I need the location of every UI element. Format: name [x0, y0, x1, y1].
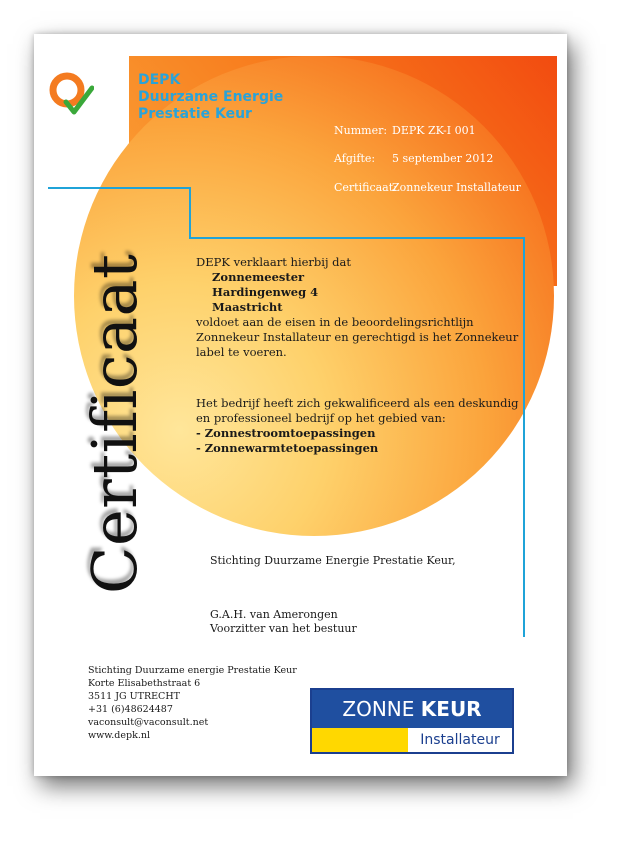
- organization-line-3: Prestatie Keur: [138, 106, 252, 122]
- zonnekeur-word-2: KEUR: [420, 697, 482, 721]
- meta-number-value: DEPK ZK-I 001: [392, 124, 476, 137]
- footer-email: vaconsult@vaconsult.net: [88, 717, 209, 728]
- footer-website: www.depk.nl: [88, 730, 151, 741]
- declaration-block: [196, 255, 518, 360]
- footer-address: [88, 664, 297, 742]
- footer-line-4: +31 (6)48624487: [88, 704, 173, 715]
- company-street: Hardingenweg 4: [212, 285, 319, 299]
- organization-name: [138, 72, 283, 123]
- signatory-name: G.A.H. van Amerongen: [210, 608, 338, 621]
- zonnekeur-badge-wordmark: [312, 690, 512, 728]
- declaration-text-2: Zonnekeur Installateur en gerechtigd is het Zonnekeur: [196, 330, 519, 344]
- footer-line-1: Stichting Duurzame energie Prestatie Keur: [88, 665, 297, 676]
- meta-issue-date-label: Afgifte:: [334, 152, 376, 165]
- zonnekeur-word-1: ZONNE: [342, 697, 415, 721]
- meta-issue-date-value: 5 september 2012: [392, 152, 494, 165]
- depk-logo-icon: [48, 68, 94, 120]
- blue-line-left-vertical: [189, 187, 191, 239]
- signatory-role: Voorzitter van het bestuur: [210, 622, 357, 635]
- declaration-text-3: label te voeren.: [196, 345, 287, 359]
- meta-number-label: Nummer:: [334, 124, 388, 137]
- meta-certificate-label: Certificaat:: [334, 181, 397, 194]
- zonnekeur-subtitle: Installateur: [408, 728, 512, 752]
- blue-line-middle-horizontal: [189, 237, 525, 239]
- signature-foundation: Stichting Duurzame Energie Prestatie Keur,: [210, 554, 456, 567]
- zonnekeur-yellow-bar: [312, 728, 408, 752]
- qualification-text-2: en professioneel bedrijf op het gebied van:: [196, 411, 446, 425]
- footer-line-2: Korte Elisabethstraat 6: [88, 678, 201, 689]
- qualification-item-2: - Zonnewarmtetoepassingen: [196, 441, 379, 455]
- blue-line-left-horizontal: [48, 187, 190, 189]
- meta-certificate-value: Zonnekeur Installateur: [392, 181, 521, 194]
- organization-line-2: Duurzame Energie: [138, 89, 284, 105]
- declaration-intro: DEPK verklaart hierbij dat: [196, 255, 352, 269]
- declaration-text-1: voldoet aan de eisen in de beoordelingsrichtlijn: [196, 315, 474, 329]
- qualification-text-1: Het bedrijf heeft zich gekwalificeerd als een deskundig: [196, 396, 519, 410]
- certificate-page: [34, 34, 567, 776]
- zonnekeur-badge: [310, 688, 514, 754]
- company-name: Zonnemeester: [212, 270, 305, 284]
- qualification-item-1: - Zonnestroomtoepassingen: [196, 426, 376, 440]
- qualification-block: [196, 396, 519, 456]
- company-city: Maastricht: [212, 300, 283, 314]
- organization-line-1: DEPK: [138, 72, 181, 88]
- blue-line-right-vertical: [523, 237, 525, 637]
- certificate-title: Certificaat: [78, 253, 151, 594]
- footer-line-3: 3511 JG UTRECHT: [88, 691, 180, 702]
- signature-block: [210, 608, 357, 636]
